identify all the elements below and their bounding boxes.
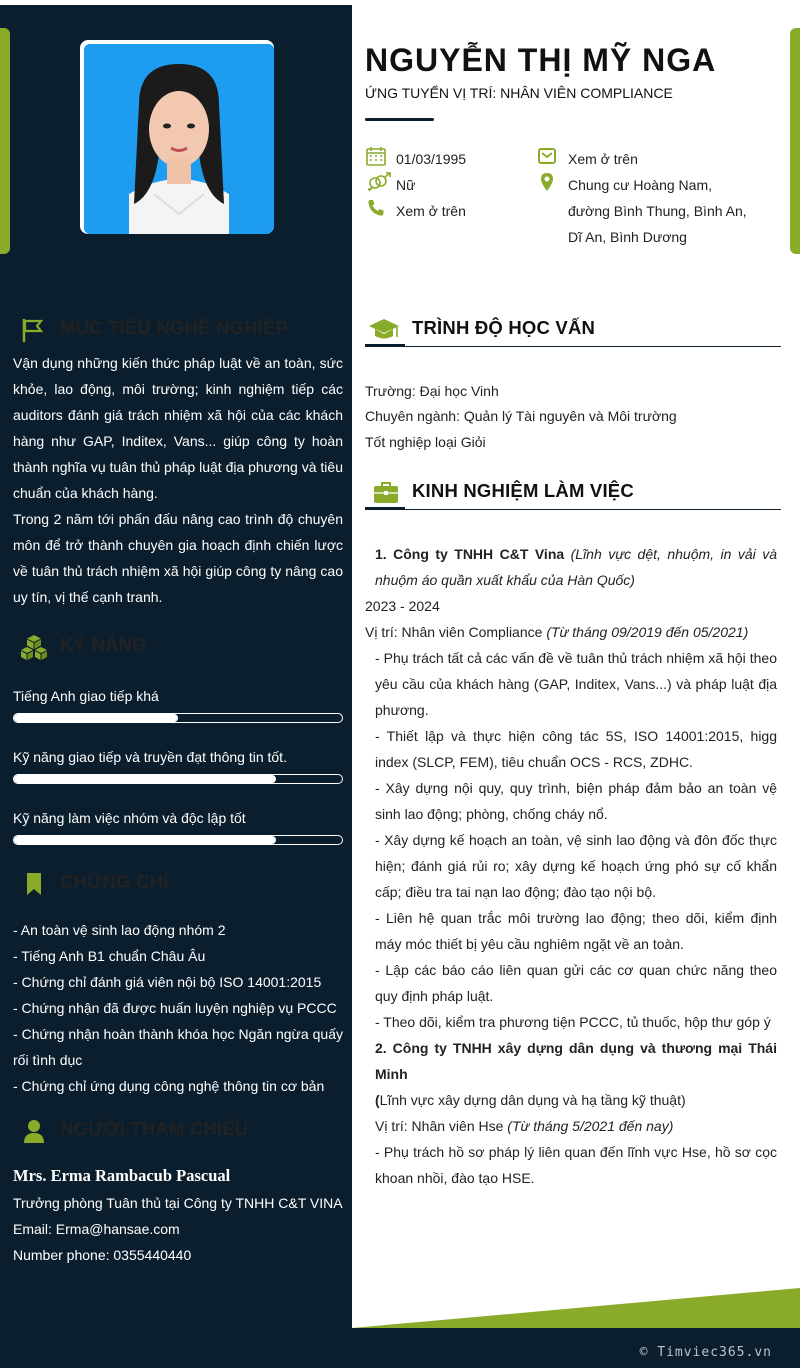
right-column (352, 0, 800, 1368)
certificate-item: - Chứng chỉ đánh giá viên nội bộ ISO 14001:2015 (13, 974, 322, 990)
email: Xem ở trên (568, 151, 638, 167)
certificate-item: - Chứng nhận hoàn thành khóa học Ngăn ngừa quấy rối tình dục (13, 1026, 343, 1068)
job2-role-period: (Từ tháng 5/2021 đến nay) (507, 1118, 674, 1134)
job1-role: Vị trí: Nhân viên Compliance (365, 624, 543, 640)
location-icon (537, 172, 557, 192)
certificates-list (13, 917, 343, 1099)
job1-heading (365, 541, 777, 593)
education-header (365, 313, 781, 347)
reference-phone: Number phone: 0355440440 (13, 1247, 192, 1263)
skill-fill (14, 714, 178, 722)
job1-company: 1. Công ty TNHH C&T Vina (375, 546, 565, 562)
job1-task: - Phụ trách tất cả các vấn đề về tuân thủ trách nhiệm xã hội theo yêu cầu của khách hàng (GAP, Inditex, Vans...) và pháp luật địa phương. (375, 650, 777, 718)
job2-role-line (365, 1113, 777, 1139)
skill-bar-3 (13, 835, 343, 845)
candidate-name: NGUYỄN THỊ MỸ NGA (365, 42, 717, 78)
education-major: Chuyên ngành: Quản lý Tài nguyên và Môi trường (365, 408, 677, 424)
accent-bar-left (0, 28, 10, 254)
education-title: TRÌNH ĐỘ HỌC VẤN (412, 317, 596, 338)
skill-label-1: Tiếng Anh giao tiếp khá (13, 688, 159, 704)
applied-position: ỨNG TUYỂN VỊ TRÍ: NHÂN VIÊN COMPLIANCE (365, 85, 673, 101)
certificates-title: CHỨNG CHỈ (60, 871, 169, 892)
email-icon (537, 146, 557, 166)
job2-field: (Lĩnh vực xây dựng dân dụng và hạ tầng kỹ thuật) (375, 1092, 686, 1108)
experience-header (365, 476, 781, 510)
job2-task: - Phụ trách hồ sơ pháp lý liên quan đến lĩnh vực Hse, hồ sơ cọc khoan nhồi, đào tạo HSE. (375, 1144, 777, 1186)
job1-field: (Lĩnh vực dệt, nhuộm, in vải và nhuộm áo quần xuất khẩu của Hàn Quốc) (375, 546, 778, 588)
reference-role: Trưởng phòng Tuân thủ tại Công ty TNHH C&T VINA (13, 1195, 343, 1211)
job1-task: - Lập các báo cáo liên quan gửi các cơ quan chức năng theo quy định pháp luật. (375, 962, 777, 1004)
certificate-item: - Chứng nhận đã được huấn luyện nghiệp vụ PCCC (13, 1000, 337, 1016)
cubes-icon (19, 632, 49, 662)
objective-text: Vận dụng những kiến thức pháp luật về an toàn, sức khỏe, lao động, môi trường; kinh nghiệm tiếp các auditors đánh giá trách nhiệm xã hội của các khách hàng như GAP, Inditex, Vans... giúp công ty hoàn thành nghĩa vụ tuân thủ pháp luật địa phương và tiêu chuẩn của khách hàng. (13, 355, 343, 501)
birthday: 01/03/1995 (396, 151, 467, 167)
skill-bar-1 (13, 713, 343, 723)
bookmark-icon (19, 869, 49, 899)
flag-icon (19, 315, 49, 345)
job1-task: - Thiết lập và thực hiện công tác 5S, ISO 14001:2015, higg index (SLCP, FEM), tiêu chuẩn OCS - RCS, ZDHC. (375, 728, 777, 770)
skill-bar-2 (13, 774, 343, 784)
certificate-item: - Tiếng Anh B1 chuẩn Châu Âu (13, 948, 206, 964)
job2-company: 2. Công ty TNHH xây dựng dân dụng và thương mại Thái Minh (375, 1040, 777, 1082)
phone: Xem ở trên (396, 203, 466, 219)
calendar-icon (366, 146, 386, 166)
objective-text-2: Trong 2 năm tới phấn đấu nâng cao trình độ chuyên môn để trở thành chuyên gia hoạch định chiến lược về tuân thủ trách nhiệm xã hội giúp công ty nâng cao uy tín, vị thế cạnh tranh. (13, 511, 343, 605)
education-school: Trường: Đại học Vinh (365, 383, 499, 399)
certificates-header (13, 867, 343, 901)
gender-icon (366, 172, 392, 192)
skills-title: KỸ NĂNG (60, 634, 147, 655)
job1-task: - Liên hệ quan trắc môi trường lao động; theo dõi, kiểm định máy móc thiết bị yêu cầu nghiêm ngặt về an toàn. (375, 910, 777, 952)
reference-name: Mrs. Erma Rambacub Pascual (13, 1166, 231, 1185)
skill-label-3: Kỹ năng làm việc nhóm và độc lập tốt (13, 810, 246, 826)
address-line-2: đường Bình Thung, Bình An, (568, 203, 747, 219)
experience-content (365, 541, 777, 1191)
reference-title: NGƯỜI THAM CHIẾU (60, 1118, 249, 1139)
address-line-3: Dĩ An, Bình Dương (568, 229, 687, 245)
objective-title: MỤC TIÊU NGHỀ NGHIỆP (60, 317, 289, 338)
job1-task: - Theo dõi, kiểm tra phương tiện PCCC, tủ thuốc, hộp thư góp ý (375, 1014, 771, 1030)
certificate-item: - An toàn vệ sinh lao động nhóm 2 (13, 922, 226, 938)
skill-fill (14, 775, 276, 783)
skill-label-2: Kỹ năng giao tiếp và truyền đạt thông tin tốt. (13, 749, 287, 765)
briefcase-icon (371, 478, 401, 508)
portrait-illustration (84, 44, 274, 234)
profile-photo (80, 40, 274, 234)
phone-icon (366, 198, 386, 218)
job2-role: Vị trí: Nhân viên Hse (375, 1118, 504, 1134)
objective-header (13, 313, 343, 347)
education-grade: Tốt nghiệp loại Giỏi (365, 434, 486, 450)
address-line-1: Chung cư Hoàng Nam, (568, 177, 712, 193)
job1-period: 2023 - 2024 (365, 598, 440, 614)
skill-fill (14, 836, 276, 844)
title-divider (365, 118, 434, 121)
skills-header (13, 630, 343, 664)
gender: Nữ (396, 177, 416, 193)
reference-email: Email: Erma@hansae.com (13, 1221, 180, 1237)
footer-accent-wedge (352, 1288, 800, 1330)
watermark: © Timviec365.vn (639, 1345, 772, 1360)
experience-title: KINH NGHIỆM LÀM VIỆC (412, 480, 634, 501)
reference-header (13, 1114, 343, 1148)
job1-role-period: (Từ tháng 09/2019 đến 05/2021) (546, 624, 749, 640)
user-icon (19, 1116, 49, 1146)
certificate-item: - Chứng chỉ ứng dụng công nghệ thông tin cơ bản (13, 1078, 325, 1094)
job1-task: - Xây dựng nội quy, quy trình, biện pháp đảm bảo an toàn vệ sinh lao động; phòng, chống cháy nổ. (375, 780, 777, 822)
job1-task: - Xây dựng kế hoạch an toàn, vệ sinh lao động và đôn đốc thực hiện; đánh giá rủi ro; xây dựng kế hoạch ứng phó sự cố khẩn cấp; điều tra tai nạn lao động; đào tạo nội bộ. (375, 832, 777, 900)
job1-role-line (365, 619, 777, 645)
graduation-cap-icon (367, 315, 401, 345)
